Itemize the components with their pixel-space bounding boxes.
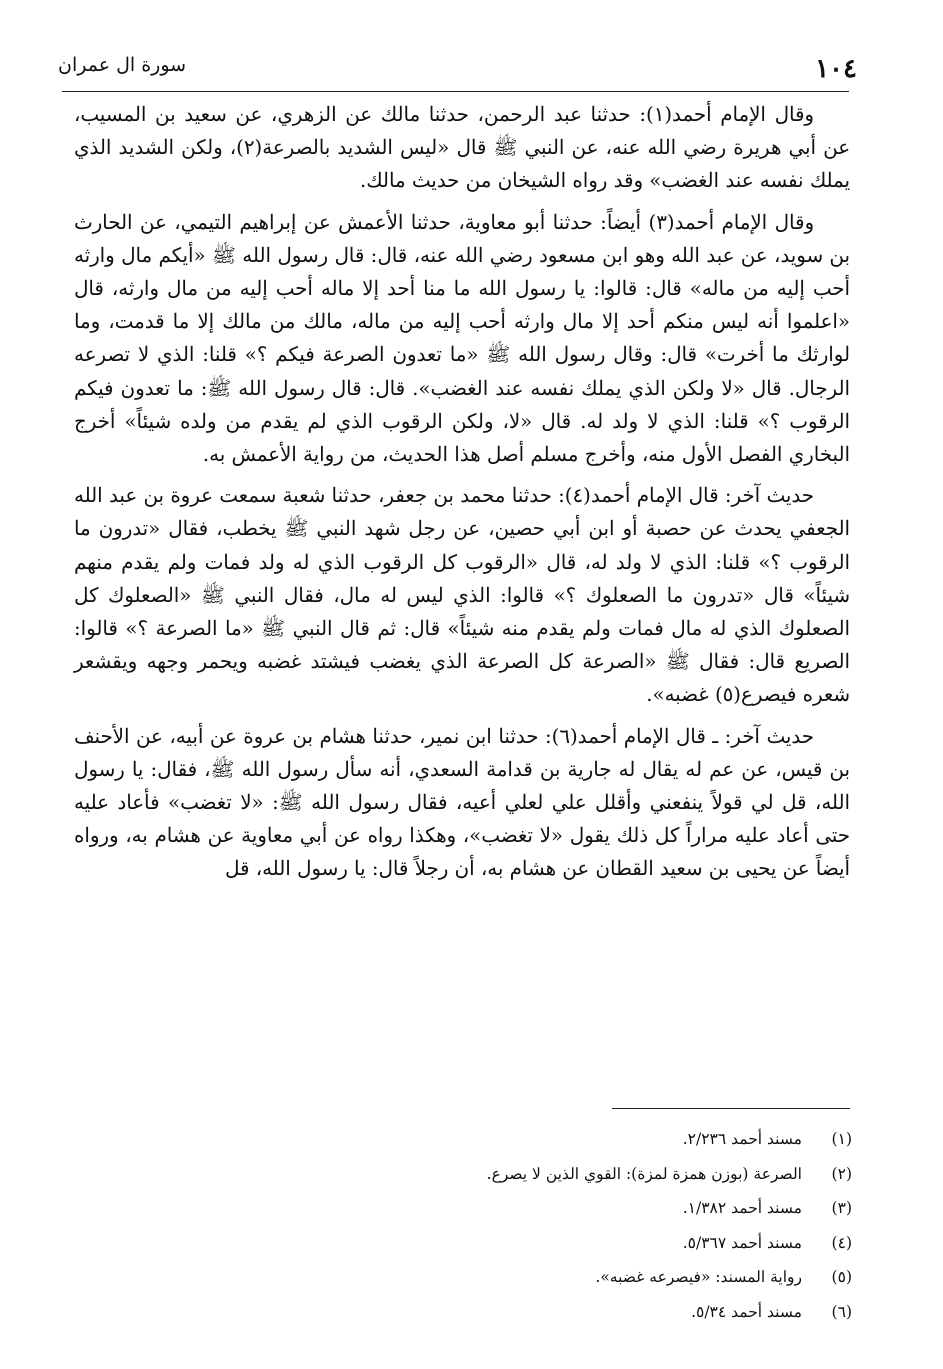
footnote-text: مسند أحمد ١/٣٨٢. <box>682 1199 802 1217</box>
main-text <box>74 98 850 886</box>
running-title: سورة ال عمران <box>58 54 187 76</box>
footnote-divider <box>612 1108 850 1109</box>
page-number: ١٠٤ <box>815 54 857 84</box>
footnote <box>74 1191 852 1226</box>
footnote-number: (١) <box>831 1130 852 1148</box>
footnote <box>74 1122 852 1157</box>
paragraph: حديث آخر: قال الإمام أحمد(٤): حدثنا محمد بن جعفر، حدثنا شعبة سمعت عروة بن عبد الله الجعفي يحدث عن حصبة أو ابن أبي حصين، عن رجل شهد النبي ﷺ يخطب، فقال «تدرون ما الرقوب ؟» قلنا: الذي لا ولد له، قال «الرقوب كل الرقوب الذي له ولد فمات ولم يقدم منهم شيئاً» قال «تدرون ما الصعلوك ؟» قالوا: الذي ليس له مال، فقال النبي ﷺ «الصعلوك كل الصعلوك الذي له مال فمات ولم يقدم منه شيئاً» قال: ثم قال النبي ﷺ «ما الصرعة ؟» قالوا: الصريع قال: فقال ﷺ «الصرعة كل الصرعة الذي يغضب فيشتد غضبه ويحمر وجهه ويقشعر شعره فيصرع(٥) غضبه». <box>74 484 850 707</box>
footnote-number: (٤) <box>831 1233 852 1252</box>
footnote-text: رواية المسند: «فيصرعه غضبه». <box>595 1268 802 1286</box>
footnote-text: مسند أحمد ٥/٣٦٧. <box>682 1233 802 1252</box>
footnote-text: مسند أحمد ٥/٣٤. <box>691 1302 802 1321</box>
header-divider <box>62 91 849 92</box>
footnotes <box>74 1122 852 1329</box>
paragraph: وقال الإمام أحمد(٣) أيضاً: حدثنا أبو معاوية، حدثنا الأعمش عن إبراهيم التيمي، عن الحارث بن سويد، عن عبد الله وهو ابن مسعود رضي الله عنه، قال: قال رسول الله ﷺ «أيكم مال وارثه أحب إليه من ماله» قال: قالوا: يا رسول الله ما منا أحد إلا ماله أحب إليه من مال وارثه، قال «اعلموا أنه ليس منكم أحد إلا مال وارثه أحب إليه من ماله، مالك من مالك إلا ما قدمت، وما لوارثك ما أخرت» قال: وقال رسول الله ﷺ «ما تعدون الصرعة فيكم ؟» قلنا: الذي لا تصرعه الرجال. قال «لا ولكن الذي يملك نفسه عند الغضب». قال: قال رسول الله ﷺ: ما تعدون فيكم الرقوب ؟» قلنا: الذي لا ولد له. قال «لا، ولكن الرقوب الذي لم يقدم من ولده شيئاً» أخرج البخاري الفصل الأول منه، وأخرج مسلم أصل هذا الحديث، من رواية الأعمش به. <box>74 210 850 467</box>
footnote <box>74 1157 852 1192</box>
footnote-number: (٣) <box>831 1199 852 1217</box>
paragraph: حديث آخر: ـ قال الإمام أحمد(٦): حدثنا ابن نمير، حدثنا هشام بن عروة عن أبيه، عن الأحنف بن قيس، عن عم له يقال له جارية بن قدامة السعدي، أنه سأل رسول الله ﷺ، فقال: يا رسول الله، قل لي قولاً ينفعني وأقلل علي لعلي أعيه، فقال رسول الله ﷺ: «لا تغضب» فأعاد عليه حتى أعاد عليه مراراً كل ذلك يقول «لا تغضب»، وهكذا رواه عن أبي معاوية عن هشام به، ورواه أيضاً عن يحيى بن سعيد القطان عن هشام به، أن رجلاً قال: يا رسول الله، قل <box>74 724 850 881</box>
footnote-text: الصرعة (بوزن همزة لمزة): القوي الذين لا يصرع. <box>486 1164 802 1183</box>
footnote <box>74 1260 852 1295</box>
footnote-number: (٦) <box>831 1302 852 1321</box>
footnote-number: (٥) <box>831 1268 852 1286</box>
footnote <box>74 1226 852 1261</box>
paragraph: وقال الإمام أحمد(١): حدثنا عبد الرحمن، حدثنا مالك عن الزهري، عن سعيد بن المسيب، عن أبي هريرة رضي الله عنه، عن النبي ﷺ قال «ليس الشديد بالصرعة(٢)، ولكن الشديد الذي يملك نفسه عند الغضب» وقد رواه الشيخان من حديث مالك. <box>74 103 850 193</box>
footnote <box>74 1295 852 1330</box>
page-header <box>58 50 857 92</box>
footnote-text: مسند أحمد ٢/٢٣٦. <box>682 1130 802 1148</box>
footnote-number: (٢) <box>831 1164 852 1183</box>
